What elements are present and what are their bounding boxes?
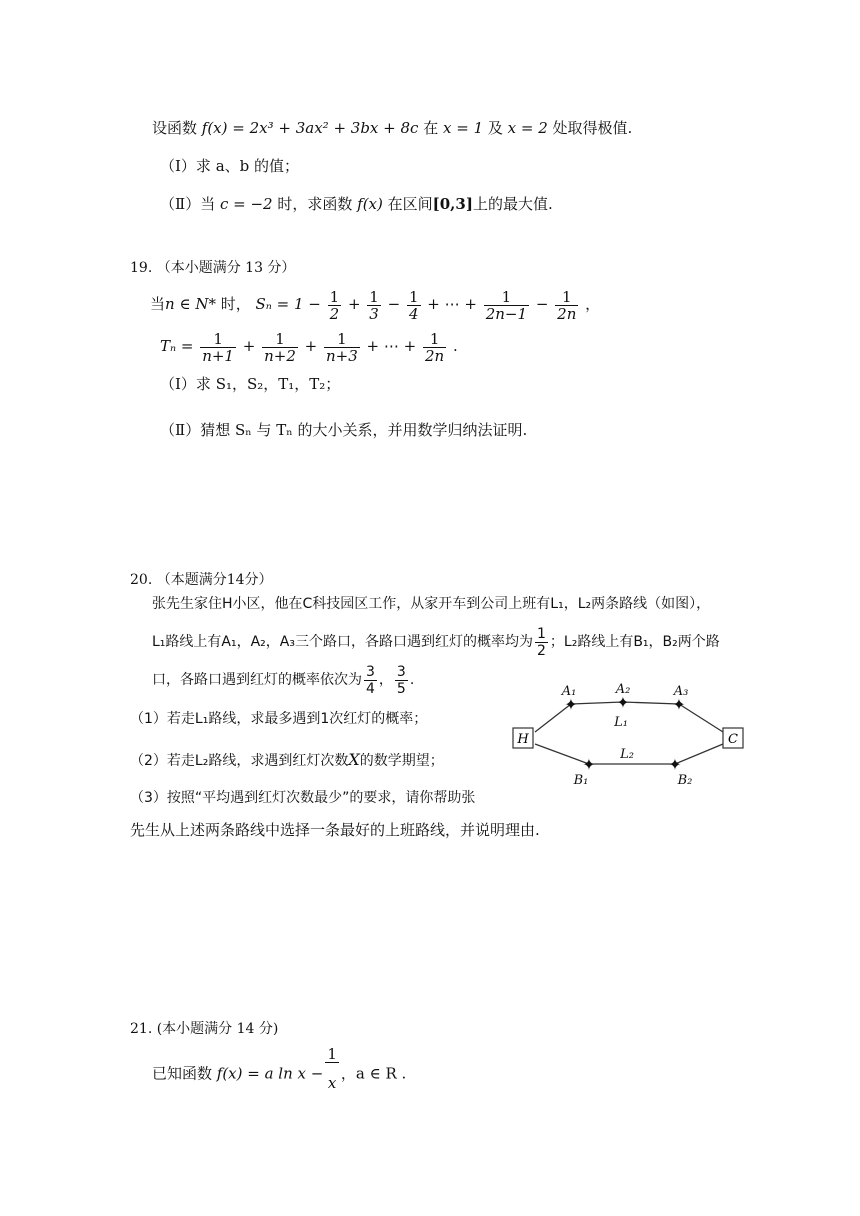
sn-frac-0 bbox=[328, 289, 342, 322]
label-l1: L₁ bbox=[614, 715, 628, 730]
tn-frac-3 bbox=[423, 331, 446, 364]
sn-frac-2-den: 4 bbox=[408, 304, 419, 323]
q20-line2 bbox=[152, 622, 720, 662]
sn-frac-2-num: 1 bbox=[408, 287, 419, 306]
tn-frac-3-den: 2n bbox=[424, 346, 445, 365]
q21-line1-prefix: 已知函数 bbox=[152, 1064, 217, 1083]
sn-frac-4 bbox=[555, 289, 578, 322]
q20-item3-cont: 先生从上述两条路线中选择一条最好的上班路线，并说明理由. bbox=[130, 821, 540, 839]
q21-line1-suffix: ，a ∈ R . bbox=[340, 1064, 407, 1083]
q20-item1: （1）若走L₁路线，求最多遇到1次红灯的概率； bbox=[130, 711, 428, 727]
star-icon-a3: ✦ bbox=[672, 695, 686, 714]
q20-header: 20. （本题满分14分） bbox=[130, 572, 273, 588]
q20-line3-prefix: 口，各路口遇到红灯的概率依次为 bbox=[152, 672, 362, 688]
q20-frac-3-5-num: 3 bbox=[396, 663, 406, 680]
q20-line2-suffix: ；L₂路线上有B₁，B₂两个路 bbox=[549, 634, 720, 650]
q20-line2-prefix: L₁路线上有A₁，A₂，A₃三个路口，各路口遇到红灯的概率均为 bbox=[152, 634, 533, 650]
label-l2: L₂ bbox=[620, 747, 634, 762]
sn-frac-4-den: 2n bbox=[557, 304, 577, 323]
q18-intro-mid: 在 bbox=[418, 119, 443, 137]
tn-frac-1 bbox=[262, 331, 298, 364]
q20-line3-suffix: . bbox=[409, 672, 415, 688]
q20-item3: （3）按照“平均遇到红灯次数最少”的要求，请你帮助张 bbox=[130, 790, 476, 806]
q20-item2-suffix: 的数学期望； bbox=[359, 753, 444, 769]
sn-frac-0-num: 1 bbox=[329, 287, 340, 306]
sn-op-3: − bbox=[531, 295, 554, 313]
q19-part1: （Ⅰ）求 S₁，S₂，T₁，T₂； bbox=[160, 375, 341, 393]
star-icon-b2: ✦ bbox=[668, 755, 682, 774]
sn-frac-1-den: 3 bbox=[369, 304, 379, 323]
q21-frac-num: 1 bbox=[327, 1045, 337, 1063]
sn-op-1: − bbox=[382, 295, 405, 313]
q20-frac-3-5-den: 5 bbox=[396, 680, 406, 697]
q19-line1-prefix: 当 bbox=[150, 295, 166, 313]
tn-frac-2-den: n+3 bbox=[325, 346, 358, 365]
sn-frac-4-num: 1 bbox=[555, 289, 578, 306]
q18-part2-interval: [0,3] bbox=[432, 195, 473, 213]
tn-frac-1-num: 1 bbox=[262, 331, 298, 348]
tn-op-0: + bbox=[237, 337, 261, 355]
sn-frac-0-den: 2 bbox=[329, 304, 340, 323]
route-l1-seg-a1-a2 bbox=[571, 702, 623, 704]
q20-item2-var: X bbox=[348, 750, 360, 769]
route-diagram bbox=[505, 680, 755, 790]
tn-frac-0-den: n+1 bbox=[202, 346, 234, 365]
route-l2-seg-h-b1 bbox=[535, 744, 589, 764]
q18-x2: x = 2 bbox=[507, 119, 548, 137]
q21-frac-den: x bbox=[327, 1074, 337, 1092]
tn-frac-2 bbox=[324, 331, 360, 364]
sn-op-2: + ⋯ + bbox=[422, 295, 482, 313]
sn-frac-3 bbox=[484, 289, 529, 322]
q18-and: 及 bbox=[483, 119, 508, 137]
sn-frac-3-den: 2n−1 bbox=[485, 304, 528, 323]
q18-part2-mid2: 在区间 bbox=[382, 195, 433, 213]
q21-frac bbox=[325, 1046, 339, 1103]
q20-item2-prefix: （2）若走L₂路线，求遇到红灯次数 bbox=[130, 753, 349, 769]
q18-intro bbox=[152, 118, 632, 138]
q19-header: 19. （本小题满分 13 分） bbox=[130, 260, 296, 276]
sn-op-4: ， bbox=[580, 295, 601, 313]
q19-part2: （Ⅱ）猜想 Sₙ 与 Tₙ 的大小关系，并用数学归纳法证明. bbox=[160, 421, 528, 439]
q20-frac-3-4-num: 3 bbox=[366, 663, 375, 680]
tn-frac-3-num: 1 bbox=[423, 331, 446, 348]
q19-tn-lhs: Tₙ = bbox=[160, 337, 194, 355]
tn-op-3: . bbox=[448, 337, 458, 355]
star-icon-b1: ✦ bbox=[582, 755, 596, 774]
q20-frac-3-4 bbox=[364, 664, 377, 697]
q20-frac-half-den: 2 bbox=[536, 642, 546, 659]
tn-frac-0-num: 1 bbox=[200, 331, 236, 348]
q20-frac-half-num: 1 bbox=[536, 625, 546, 642]
q19-sn-fractions bbox=[326, 287, 601, 323]
q20-frac-3-5 bbox=[395, 664, 408, 697]
label-a2: A₂ bbox=[615, 682, 631, 697]
q19-line1-mid: 时， bbox=[215, 295, 251, 313]
q19-line1-cond: n ∈ N* bbox=[165, 295, 216, 313]
q18-intro-prefix: 设函数 bbox=[152, 119, 202, 137]
q20-frac-half bbox=[535, 626, 548, 659]
q20-line3: 口，各路口遇到红灯的概率依次为 $\frac{3}{4}$ ， $\frac{3}{5}$ . bbox=[152, 663, 415, 697]
tn-op-1: + bbox=[299, 337, 322, 355]
tn-frac-1-den: n+2 bbox=[264, 346, 296, 365]
q18-part2-mid: 时，求函数 bbox=[272, 195, 358, 213]
sn-frac-1 bbox=[367, 289, 381, 322]
label-a1: A₁ bbox=[561, 684, 577, 699]
q18-part2-suffix: 上的最大值. bbox=[472, 195, 553, 213]
label-b2: B₂ bbox=[677, 773, 693, 788]
q21-line1 bbox=[152, 1045, 407, 1092]
q21-function: f(x) = a ln x − bbox=[216, 1064, 324, 1083]
q19-tn-fractions bbox=[198, 329, 458, 365]
q18-intro-suffix: 处取得极值. bbox=[547, 119, 633, 137]
tn-frac-2-num: 1 bbox=[324, 331, 360, 348]
sn-frac-3-num: 1 bbox=[484, 289, 529, 306]
route-l1-seg-a2-a3 bbox=[623, 702, 679, 704]
q20-line1: 张先生家住H小区，他在C科技园区工作，从家开车到公司上班有L₁，L₂两条路线（如图）， bbox=[152, 596, 711, 612]
q18-function: f(x) = 2x³ + 3ax² + 3bx + 8c bbox=[201, 119, 419, 137]
sn-frac-1-num: 1 bbox=[369, 287, 379, 306]
q19-sn-line bbox=[150, 284, 600, 324]
q18-part2-cond: c = −2 bbox=[219, 195, 273, 213]
q18-part2 bbox=[160, 194, 553, 214]
sn-frac-2 bbox=[407, 289, 421, 322]
q18-part2-fx: f(x) bbox=[357, 195, 383, 213]
q20-item2 bbox=[130, 750, 444, 771]
q18-x1: x = 1 bbox=[443, 119, 484, 137]
star-icon-a1: ✦ bbox=[564, 695, 578, 714]
tn-frac-0 bbox=[200, 331, 236, 364]
q19-sn-lhs: Sₙ = 1 − bbox=[255, 295, 321, 313]
q20-frac-3-4-den: 4 bbox=[366, 680, 375, 697]
node-c-label: C bbox=[728, 732, 738, 747]
label-b1: B₁ bbox=[573, 773, 589, 788]
tn-op-2: + ⋯ + bbox=[361, 337, 421, 355]
q19-tn-line bbox=[160, 326, 458, 366]
q18-part2-prefix: （Ⅱ）当 bbox=[160, 195, 220, 213]
node-h-label: H bbox=[517, 732, 529, 747]
q18-part1: （Ⅰ）求 a、b 的值； bbox=[160, 157, 300, 175]
q21-header: 21. (本小题满分 14 分) bbox=[130, 1021, 279, 1037]
sn-op-0: + bbox=[343, 295, 366, 313]
route-l2-seg-b2-c bbox=[675, 744, 723, 764]
label-a3: A₃ bbox=[673, 684, 689, 699]
star-icon-a2: ✦ bbox=[616, 693, 630, 712]
